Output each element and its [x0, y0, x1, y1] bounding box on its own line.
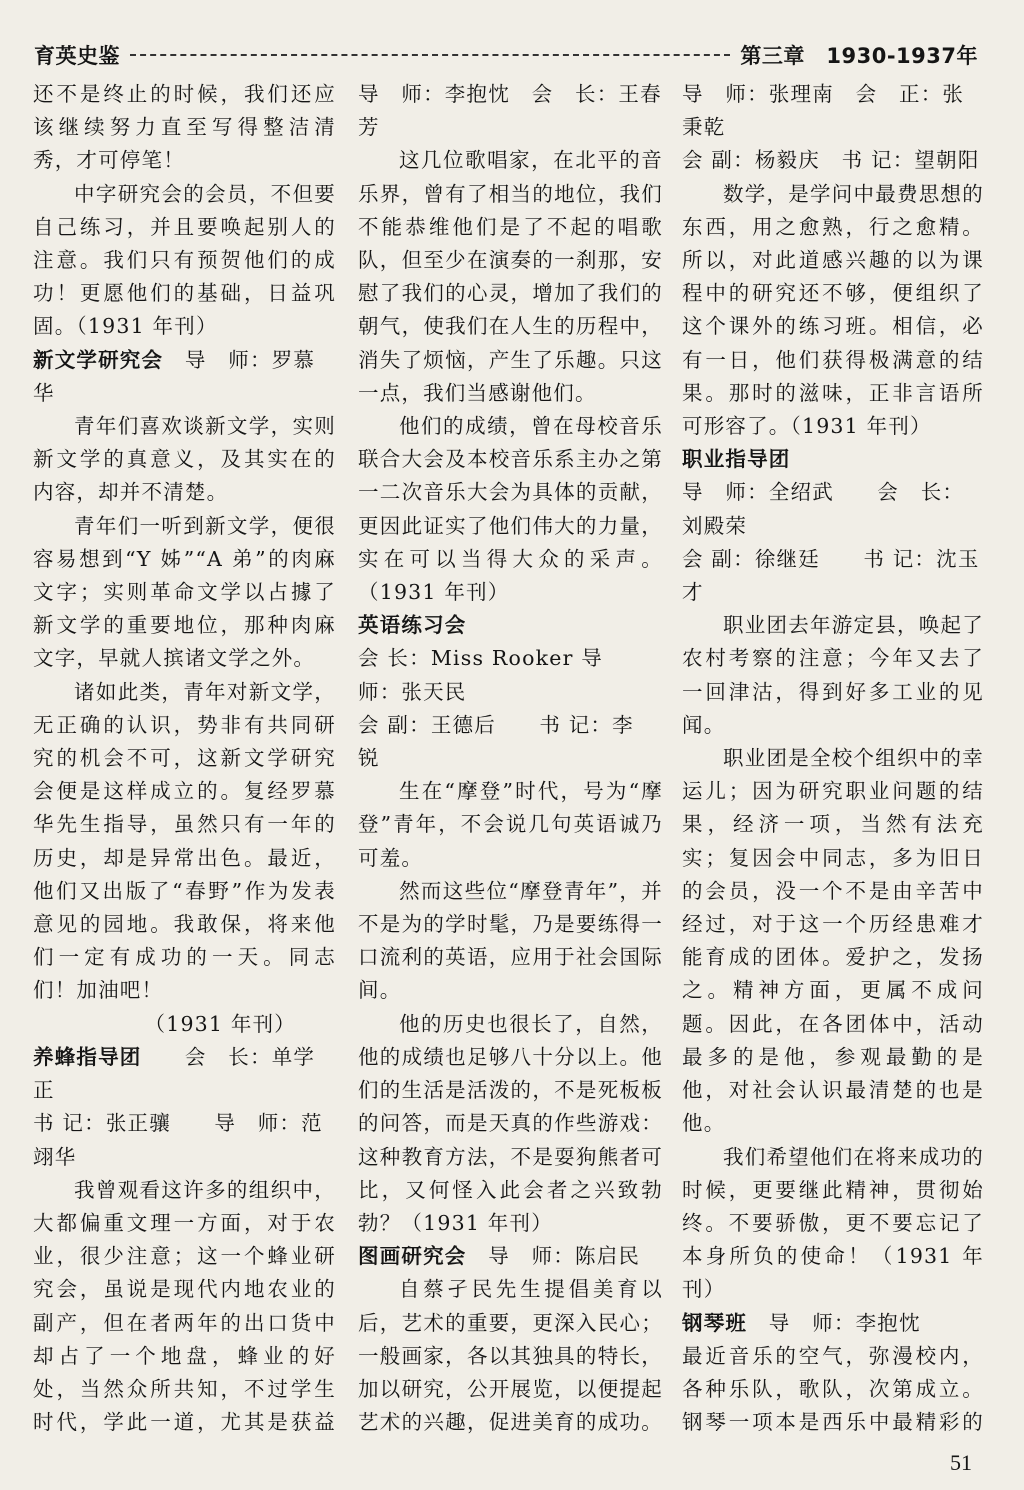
publication-year: （1931 年刊）	[790, 414, 932, 439]
section-meta: 导 师：罗慕华	[33, 347, 316, 405]
section-meta-line: 会 长：Miss Rooker 导 师：张天民	[358, 646, 625, 704]
section-meta: 导 师：陈启民	[466, 1244, 641, 1269]
paragraph	[358, 1008, 663, 1240]
section-heading-bee-keeping	[33, 1041, 336, 1107]
paragraph	[33, 178, 336, 344]
section-title-vocational: 职业指导团	[682, 447, 791, 472]
paragraph: 诸如此类，青年对新文学，无正确的认识，势非有共同研究的机会不可，这新文学研究会便是这样成立的。复经罗慕华先生指导，虽然只有一年的历史，却是异常出色。最近，他们又出版了“春野”作为发表意见的园地。我敢保，将来他们一定有成功的一天。同志们！加油吧！	[33, 679, 336, 1003]
section-title: 图画研究会	[358, 1244, 467, 1269]
paragraph-text: 他的历史也很长了，自然，他的成绩也足够八十分以上。他们的生活是活泼的，不是死板板的问答，而是天真的作些游戏：这种教育方法，不是耍狗熊者可比，又何怪入此会者之兴致勃勃？	[358, 1011, 663, 1235]
page-number: 51	[950, 1450, 972, 1475]
publication-year: （1931 年刊）	[401, 1210, 553, 1235]
section-meta-line: 会 副：杨毅庆 书 记：望朝阳	[682, 148, 980, 173]
paragraph: 青年们一听到新文学，便很容易想到“Y 姊”“A 弟”的肉麻文字；实则革命文学以占據了新文学的重要地位，那种肉麻文字，早就人摈诸文学之外。	[33, 513, 336, 671]
column-1	[33, 78, 336, 1438]
column-2	[358, 78, 663, 1438]
section-title: 养蜂指导团	[33, 1044, 142, 1069]
paragraph: 职业团是全校个组织中的幸运儿；因为研究职业问题的结果，经济一项，当然有法充实；复因会中同志，多为旧日的会员，没一个不是由辛苦中经过，对于这一个历经患难才能育成的团体。爱护之，发扬之。精神方面，更属不成问题。因此，在各团体中，活动最多的是他，参观最勤的是他，对社会认识最清楚的也是他。	[682, 746, 984, 1136]
publication-year: （1931 年刊）	[358, 580, 510, 605]
paragraph	[682, 178, 984, 444]
paragraph: 职业团去年游定县，唤起了农村考察的注意；今年又去了一回津沽，得到好多工业的见闻。	[682, 613, 984, 737]
section-heading-new-literature	[33, 344, 336, 410]
paragraph-text: 最近音乐的空气，弥漫校内，各种乐队，歌队，次第成立。钢琴一项本是西乐中最精彩的	[682, 1343, 984, 1435]
paragraph	[358, 410, 663, 609]
paragraph	[682, 1340, 984, 1438]
section-heading-painting	[358, 1240, 663, 1273]
publication-year: （1931 年刊）	[144, 1011, 296, 1036]
section-meta: 导 师：李抱忱	[747, 1310, 921, 1335]
paragraph-text: 中字研究会的会员，不但要自己练习，并且要唤起别人的注意。我们只有预贺他们的成功！更愿他们的基础，日益巩固。	[33, 181, 336, 339]
chapter-title: 第三章 1930-1937年	[740, 44, 978, 68]
paragraph: 青年们喜欢谈新文学，实则新文学的真意义，及其实在的内容，却并不清楚。	[33, 414, 336, 505]
publication-year: （1931 年刊）	[682, 1244, 984, 1302]
section-meta-line: 会 副：徐继廷 书 记：沈玉才	[682, 546, 980, 605]
section-title: 新文学研究会	[33, 347, 164, 372]
publication-year: （1931 年刊）	[76, 314, 218, 339]
paragraph: 生在“摩登”时代，号为“摩登”青年，不会说几句英语诚乃可羞。	[358, 779, 663, 870]
section-meta-line: 导 师：李抱忱 会 长：王春芳	[358, 82, 662, 140]
section-title: 钢琴班	[682, 1310, 748, 1335]
section-meta-line: 导 师：全绍武 会 长：刘殿荣	[682, 480, 965, 538]
paragraph: 然而这些位“摩登青年”，并不是为的学时髦，乃是要练得一口流利的英语，应用于社会国际间。	[358, 878, 663, 1003]
header-dashed-rule	[130, 54, 730, 56]
paragraph	[682, 1141, 984, 1307]
paragraph-text: 数学，是学问中最费思想的东西，用之愈熟，行之愈精。所以，对此道感兴趣的以为课程中的研究还不够，便组织了这个课外的练习班。相信，必有一日，他们获得极满意的结果。那时的滋味，正非言语所可形容了。	[682, 181, 984, 439]
section-meta-line: 会 副：王德后 书 记：李 锐	[358, 712, 656, 771]
section-meta: 会 长：单学正	[33, 1044, 316, 1103]
section-meta-line: 书 记：张正骧 导 师：范翊华	[33, 1111, 323, 1169]
paragraph-text: 我们希望他们在将来成功的时候，更要继此精神，贯彻始终。不要骄傲，更不要忘记了本身所负的使命！	[682, 1144, 984, 1269]
section-title-english-club: 英语练习会	[358, 613, 467, 638]
paragraph: 自蔡孑民先生提倡美育以后，艺术的重要，更深入民心；一般画家，各以其独具的特长，加以研究，公开展览，以便提起艺术的兴趣，促进美育的成功。	[358, 1277, 663, 1435]
column-3	[682, 78, 984, 1438]
paragraph: 我曾观看这许多的组织中，大都偏重文理一方面，对于农业，很少注意；这一个蜂业研究会，虽说是现代内地农业的副产，但在者两年的出口货中却占了一个地盘，蜂业的好处，当然众所共知，不过学生时代，学此一道，尤其是获益	[33, 1177, 336, 1435]
paragraph: 还不是终止的时候，我们还应该继续努力直至写得整洁清秀，才可停笔！	[33, 82, 336, 173]
paragraph: 这几位歌唱家，在北平的音乐界，曾有了相当的地位，我们不能恭维他们是了不起的唱歌队，但至少在演奏的一刹那，安慰了我们的心灵，增加了我们的朝气，使我们在人生的历程中，消失了烦恼，产生了乐趣。只这一点，我们当感谢他们。	[358, 148, 663, 405]
running-header	[34, 38, 978, 72]
section-heading-piano	[682, 1307, 984, 1340]
book-title: 育英史鉴	[34, 44, 120, 68]
paragraph-text: 他们的成绩，曾在母校音乐联合大会及本校音乐系主办之第一二次音乐大会为具体的贡献，更因此证实了他们伟大的力量，实在可以当得大众的采声。	[358, 414, 663, 571]
section-meta-line: 导 师：张理南 会 正：张秉乾	[682, 82, 965, 140]
